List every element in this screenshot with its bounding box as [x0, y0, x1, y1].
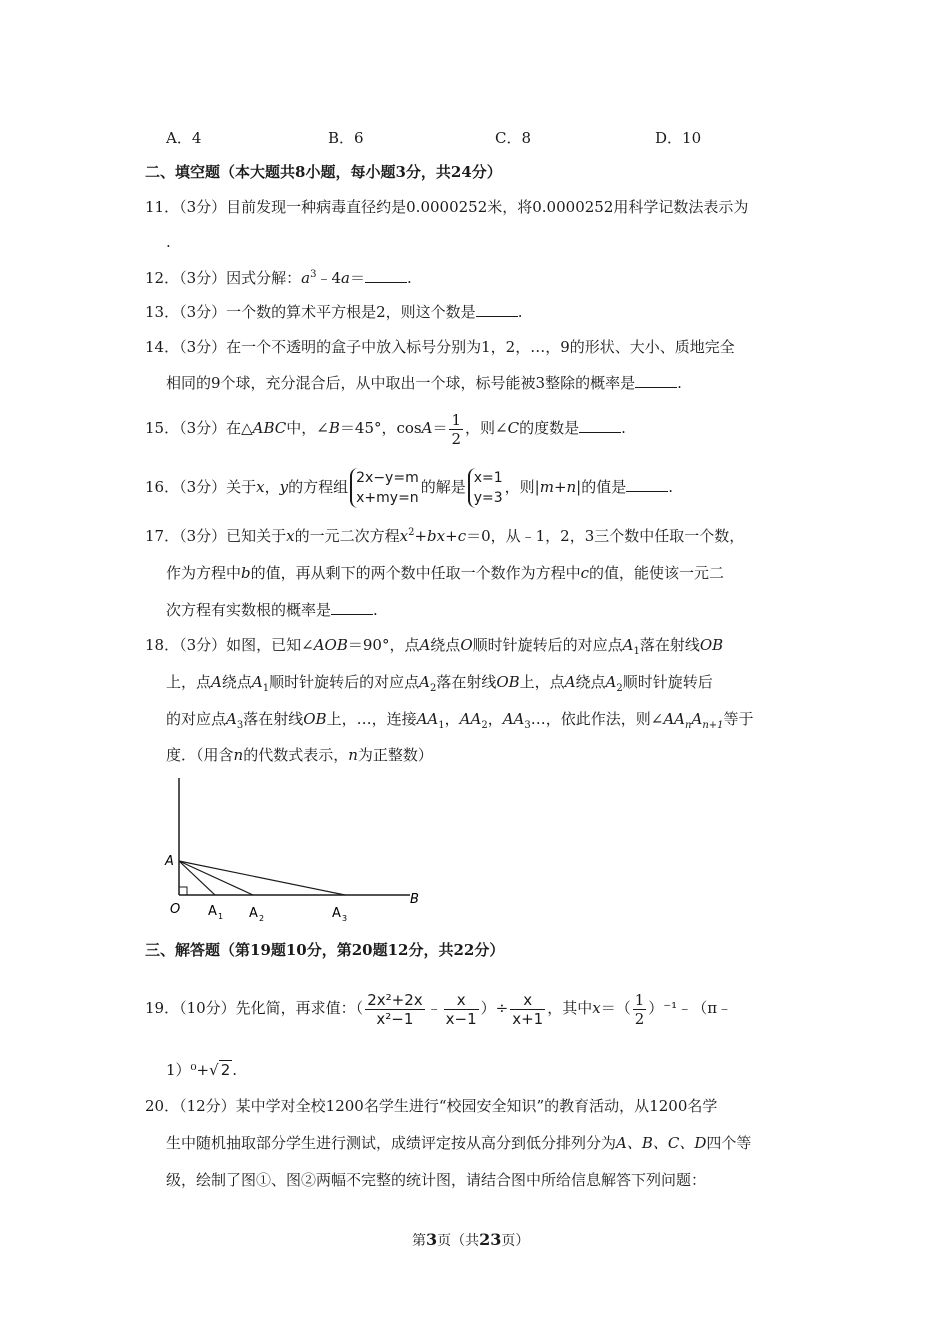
- answer-blank: [626, 477, 668, 492]
- answer-blank: [476, 302, 518, 317]
- question-18-line1: 18．（3分）如图，已知∠AOB＝90°，点A绕点O顺时针旋转后的对应点$A_1$落在射线OB: [145, 636, 724, 657]
- question-19-line2: 1）⁰+√ 2 .: [166, 1061, 238, 1079]
- option-c: C．8: [495, 129, 532, 147]
- segment-aa1: [179, 861, 215, 895]
- segment-aa2: [179, 861, 253, 895]
- option-d: D．10: [655, 129, 702, 147]
- question-15: 15．（3分）在△ABC中，∠B＝45°，cosA＝ $\frac{1}{2}$ ，则∠C的度数是 .: [145, 410, 626, 448]
- question-11-line2: .: [166, 233, 171, 251]
- question-12: 12．（3分）因式分解：$a^3﹣4a=$ .: [145, 269, 412, 287]
- segment-aa3: [179, 861, 345, 895]
- question-13: 13．（3分）一个数的算术平方根是2，则这个数是 .: [145, 303, 523, 321]
- question-20-line2: 生中随机抽取部分学生进行测试，成绩评定按从高分到低分排列分为A、B、C、D四个等: [166, 1134, 752, 1152]
- equation-system: 2x−y=m x+my=n: [350, 468, 419, 508]
- question-17-line3: 次方程有实数根的概率是 .: [166, 601, 378, 619]
- question-20-line1: 20．（12分）某中学对全校1200名学生进行“校园安全知识”的教育活动，从1200名学: [145, 1097, 718, 1115]
- label-a: A: [165, 854, 174, 869]
- fraction-2: $\frac{x}{x-1}$: [445, 990, 477, 1028]
- label-a2: A: [249, 906, 258, 921]
- question-14-line1: 14．（3分）在一个不透明的盒子中放入标号分别为1，2，…，9的形状、大小、质地完全: [145, 338, 735, 356]
- answer-blank: [635, 373, 677, 388]
- fraction-4: $\frac{1}{2}$: [634, 990, 645, 1028]
- question-16: 16．（3分）关于x，y的方程组 2x−y=m x+my=n 的解是 x=1 y=3 ，则|m+n|的值是 .: [145, 470, 674, 506]
- solution-system: x=1 y=3: [468, 468, 503, 508]
- label-b: B: [410, 892, 419, 907]
- question-11-line1: 11．（3分）目前发现一种病毒直径约是0.0000252米，将0.0000252用科学记数法表示为: [145, 198, 749, 216]
- answer-blank: [331, 600, 373, 615]
- label-a3-sub: 3: [342, 914, 348, 922]
- fraction-one-half: $\frac{1}{2}$: [451, 410, 462, 448]
- question-19-line1: 19．（10分）先化简，再求值：（ $\frac{\text{2x²+2x}}{\text{x²−1}}$ ﹣ $\frac{x}{x-1}$ ）÷ $\frac{x}{x+1}$ ，其中x＝（ $\frac{1}{2}$ ）⁻¹﹣（π﹣: [145, 990, 733, 1028]
- question-18-line4: 度．（用含n的代数式表示，n为正整数）: [166, 746, 433, 764]
- option-a: A．4: [166, 129, 202, 147]
- question-17-line1: 17．（3分）已知关于x的一元二次方程$x^2+bx+c=0$，从﹣1，2，3三个数中任取一个数，: [145, 527, 745, 545]
- rotation-figure: [160, 772, 430, 922]
- label-a1-sub: 1: [218, 912, 224, 921]
- question-14-line2: 相同的9个球，充分混合后，从中取出一个球，标号能被3整除的概率是 .: [166, 374, 682, 392]
- question-18-line3: 的对应点$A_3$落在射线OB上，…，连接$AA_1$，$AA_2$，$AA_3\dots$，依此作法，则$\angle AA_nA_{n+1}$等于: [166, 710, 754, 731]
- fraction-1: $\frac{\text{2x²+2x}}{\text{x²−1}}$: [367, 990, 423, 1028]
- fraction-3: $\frac{x}{x+1}$: [512, 990, 544, 1028]
- label-a2-sub: 2: [259, 914, 265, 922]
- answer-blank: [365, 268, 407, 283]
- question-18-line2: 上，点A绕点$A_1$顺时针旋转后的对应点$A_2$落在射线OB上，点A绕点$A_2$顺时针旋转后: [166, 673, 713, 694]
- section-title-fill-in: 二、填空题（本大题共8小题，每小题3分，共24分）: [145, 163, 502, 181]
- section-title-solve: 三、解答题（第19题10分，第20题12分，共22分）: [145, 941, 505, 959]
- option-b: B．6: [328, 129, 364, 147]
- label-o: O: [170, 902, 181, 917]
- label-a1: A: [208, 904, 217, 919]
- page-footer: 第3页（共23页）: [412, 1230, 530, 1249]
- question-20-line3: 级，绘制了图①、图②两幅不完整的统计图，请结合图中所给信息解答下列问题：: [166, 1171, 707, 1189]
- right-angle-mark: [179, 887, 187, 895]
- label-a3: A: [332, 906, 341, 921]
- answer-blank: [579, 418, 621, 433]
- question-17-line2: 作为方程中b的值，再从剩下的两个数中任取一个数作为方程中c的值，能使该一元二: [166, 564, 725, 582]
